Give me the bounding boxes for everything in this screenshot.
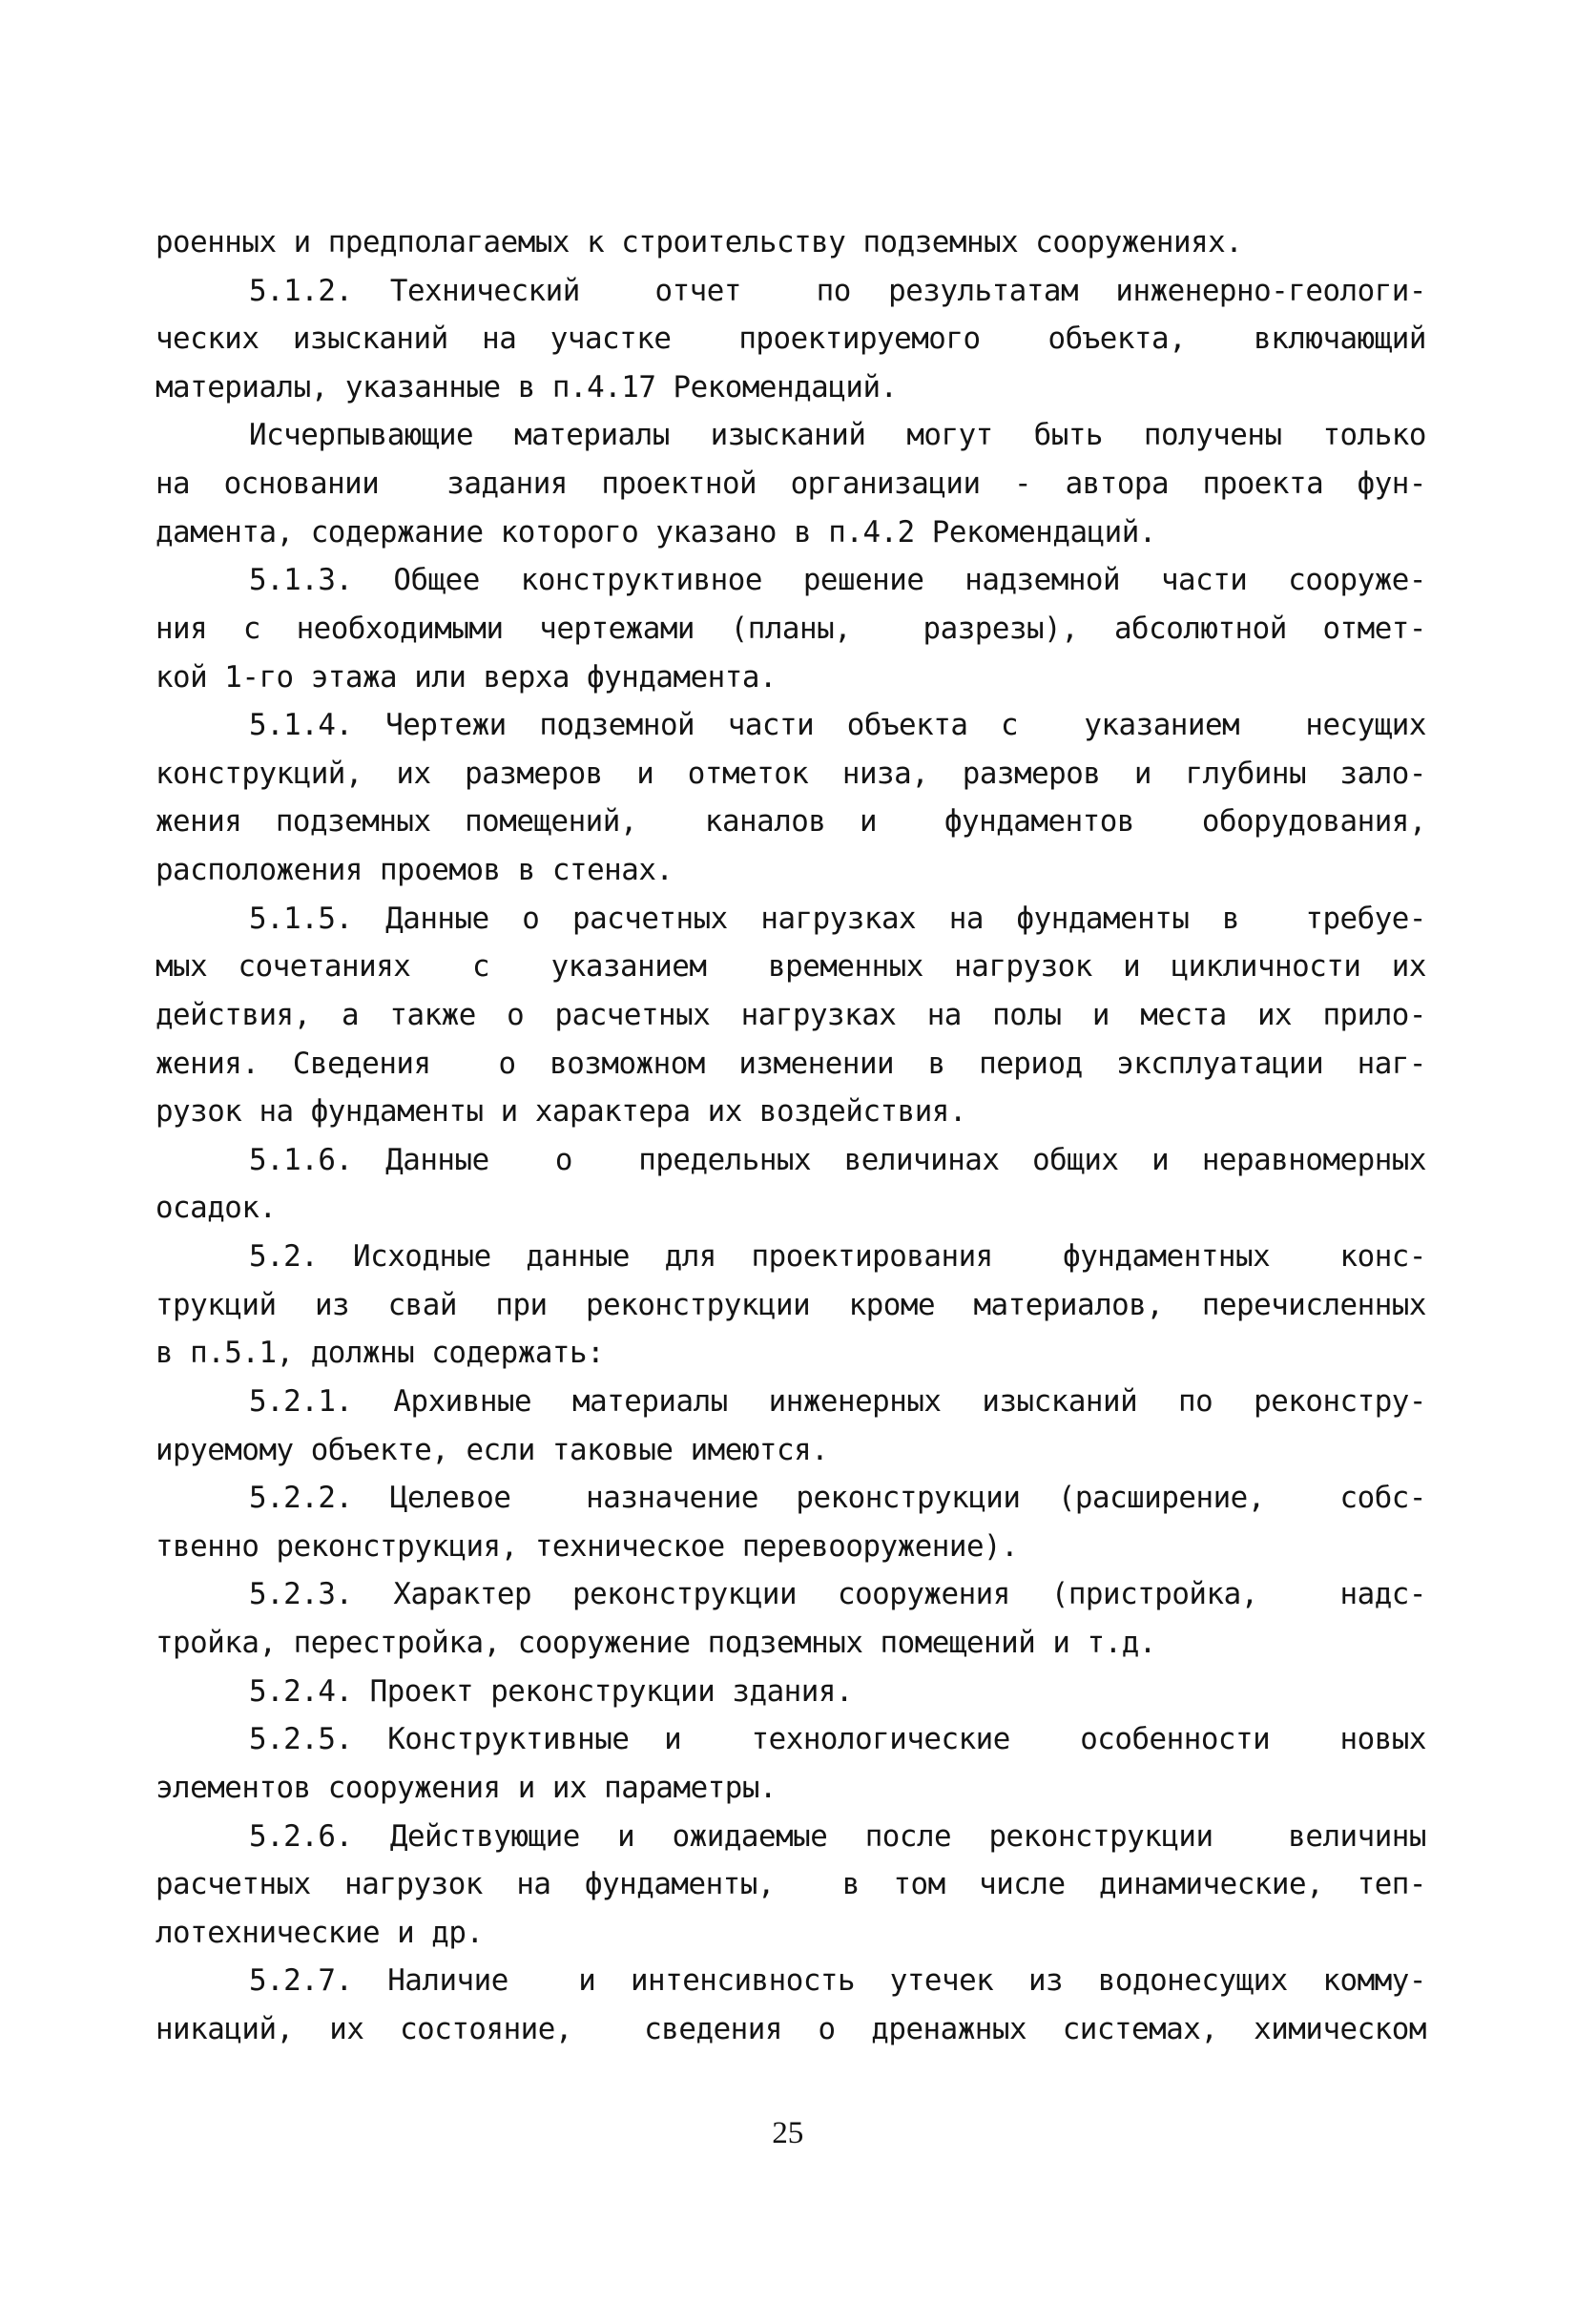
text-line: никаций, их состояние, сведения о дренажных системах, химическом <box>155 2012 1426 2047</box>
text-line: твенно реконструкция, техническое перевооружение). <box>155 1528 1019 1564</box>
text-line: в п.5.1, должны содержать: <box>155 1336 605 1371</box>
text-line: ния с необходимыми чертежами (планы, разрезы), абсолютной отмет- <box>155 611 1426 646</box>
text-line: конструкций, их размеров и отметок низа, размеров и глубины зало- <box>155 756 1426 791</box>
text-line: материалы, указанные в п.4.17 Рекомендаций. <box>155 369 898 405</box>
text-line: 5.2.5. Конструктивные и технологические особенности новых <box>249 1722 1426 1757</box>
text-line: элементов сооружения и их параметры. <box>155 1770 778 1805</box>
text-line: 5.2.3. Характер реконструкции сооружения (пристройка, надс- <box>249 1577 1426 1612</box>
text-line: действия, а также о расчетных нагрузках на полы и места их прило- <box>155 997 1426 1032</box>
text-line: дамента, содержание которого указано в п.4.2 Рекомендаций. <box>155 514 1156 550</box>
text-line: жения. Сведения о возможном изменении в период эксплуатации наг- <box>155 1046 1426 1081</box>
text-line: осадок. <box>155 1191 277 1226</box>
text-line: мых сочетаниях с указанием временных нагрузок и цикличности их <box>155 949 1426 985</box>
text-line: ируемому объекте, если таковые имеются. <box>155 1432 829 1467</box>
text-line: 5.2. Исходные данные для проектирования фундаментных конс- <box>249 1239 1426 1275</box>
text-line: 5.2.4. Проект реконструкции здания. <box>249 1673 854 1709</box>
text-line: роенных и предполагаемых к строительству подземных сооружениях. <box>155 224 1243 259</box>
text-line: 5.1.6. Данные о предельных величинах общих и неравномерных <box>249 1142 1426 1177</box>
text-line: на основании задания проектной организации - автора проекта фун- <box>155 467 1426 502</box>
text-line: жения подземных помещений, каналов и фундаментов оборудования, <box>155 804 1426 840</box>
text-line: кой 1-го этажа или верха фундамента. <box>155 659 778 695</box>
text-line: лотехнические и др. <box>155 1915 484 1950</box>
text-line: 5.1.5. Данные о расчетных нагрузках на фундаменты в требуе- <box>249 901 1426 936</box>
text-line: Исчерпывающие материалы изысканий могут быть получены только <box>249 418 1426 453</box>
page-number: 25 <box>772 2114 804 2150</box>
text-line: 5.1.4. Чертежи подземной части объекта с указанием несущих <box>249 708 1426 743</box>
text-line: тройка, перестройка, сооружение подземных помещений и т.д. <box>155 1626 1156 1661</box>
text-line: расчетных нагрузок на фундаменты, в том числе динамические, теп- <box>155 1867 1426 1902</box>
text-line: ческих изысканий на участке проектируемого объекта, включающий <box>155 322 1426 357</box>
text-line: 5.2.2. Целевое назначение реконструкции (расширение, собс- <box>249 1481 1426 1516</box>
text-line: 5.1.3. Общее конструктивное решение надземной части сооруже- <box>249 563 1426 598</box>
text-line: 5.1.2. Технический отчет по результатам инженерно-геологи- <box>249 273 1426 308</box>
text-line: рузок на фундаменты и характера их воздействия. <box>155 1094 966 1130</box>
text-line: 5.2.7. Наличие и интенсивность утечек из водонесущих комму- <box>249 1963 1426 1999</box>
text-line: 5.2.1. Архивные материалы инженерных изысканий по реконстру- <box>249 1383 1426 1419</box>
text-line: 5.2.6. Действующие и ожидаемые после реконструкции величины <box>249 1818 1426 1854</box>
text-line: трукций из свай при реконструкции кроме материалов, перечисленных <box>155 1287 1426 1322</box>
text-line: расположения проемов в стенах. <box>155 853 674 888</box>
